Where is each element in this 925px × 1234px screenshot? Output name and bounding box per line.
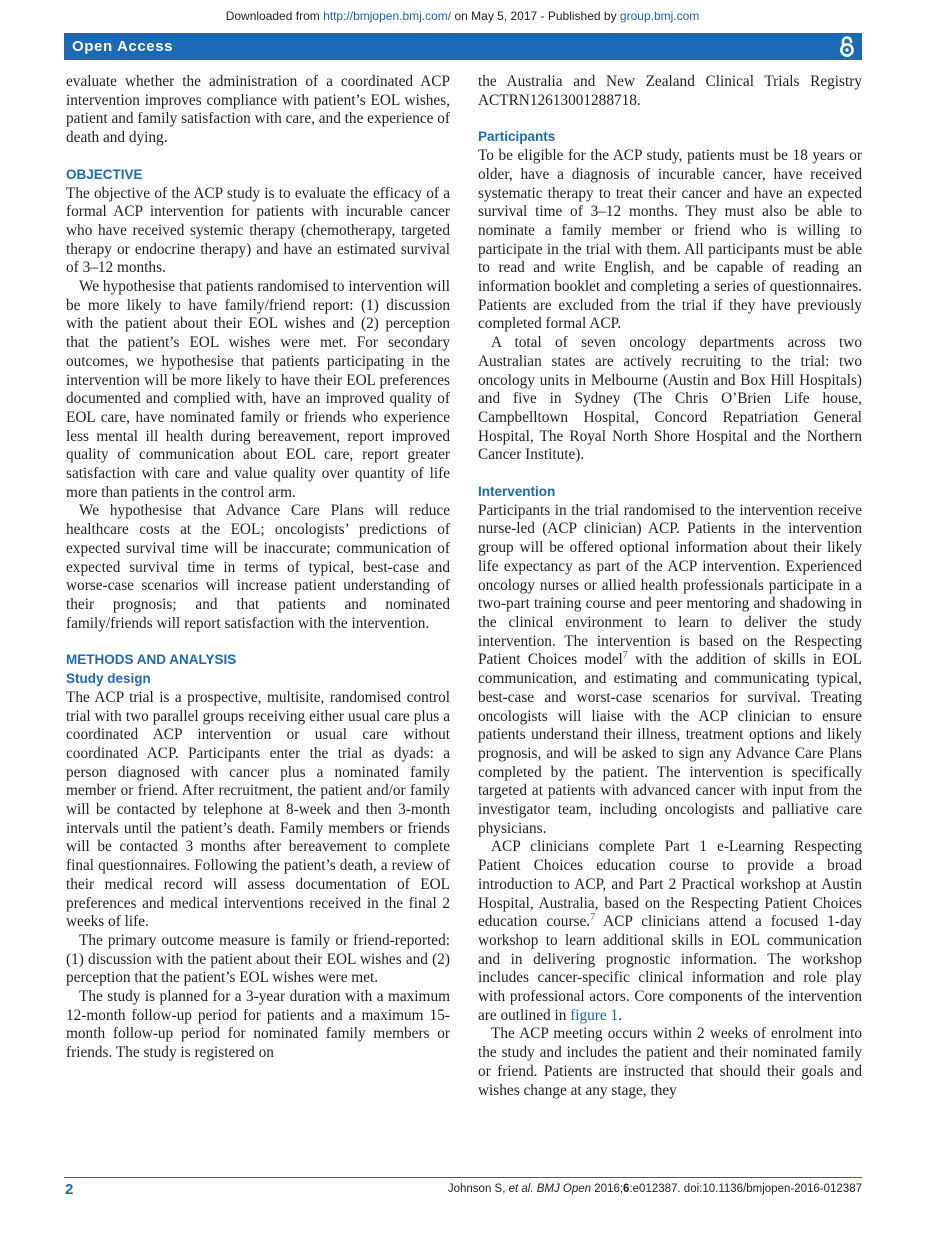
intro-paragraph: evaluate whether the administration of a coordinated ACP intervention improves compliance with patient’s EOL wishes, patient and family satisfaction with care, and the experience of death and dying. — [66, 73, 450, 147]
intervention-heading: Intervention — [478, 484, 556, 500]
hypothesis-paragraph-1: We hypothesise that patients randomised to intervention will be more likely to have family/friend report: (1) discussion with the patient about their EOL wishes and (2) perception that the patient’s EOL wishes were met. For secondary outcomes, we hypothesise that patients participating in the intervention will be more likely to have their EOL preferences documented and complied with, have an improved quality of EOL care, have nominated family or friends who experience less mental ill health during bereavement, report improved quality of communication about EOL care, report greater satisfaction with care and value quality over quantity of life more than patients in the control arm. — [66, 278, 450, 501]
download-notice — [0, 9, 925, 23]
primary-outcome-paragraph: The primary outcome measure is family or friend-reported: (1) discussion with the patient about their EOL wishes and (2) perception that the patient’s EOL wishes were met. — [66, 931, 450, 987]
training-text-b: ACP clinicians attend a focused 1-day workshop to learn additional skills in EOL communication and in delivering prognostic information. The workshop includes cancer-specific clinical information and role play with professional actors. Core components of the intervention are outlined in — [478, 913, 862, 1024]
cite-authors: Johnson S, — [447, 1183, 509, 1195]
duration-paragraph: The study is planned for a 3-year duration with a maximum 12-month follow-up period for patients and a maximum 15-month follow-up period for nominated family members or friends. The study is registered on — [66, 988, 450, 1062]
footer-divider — [64, 1177, 862, 1178]
banner-title: Open Access — [72, 38, 174, 55]
cite-journal: BMJ Open — [533, 1183, 592, 1195]
intervention-text-a: Participants in the trial randomised to the intervention receive nurse-led (ACP clinician) ACP. Patients in the intervention group will be offered optional information about their likely life expectancy as part of the ACP intervention. Experienced oncology nurses or allied health professionals participate in a two-part training course and peer mentoring and shadowing in the clinical environment to learn to deliver the study intervention. The intervention is based on the Respecting Patient Choices model — [478, 501, 862, 669]
participants-heading: Participants — [478, 129, 556, 145]
registry-paragraph: the Australia and New Zealand Clinical Trials Registry ACTRN12613001288718. — [478, 73, 862, 109]
open-access-banner — [64, 33, 862, 60]
footer-citation — [448, 1183, 862, 1195]
reference-7-link[interactable]: 7 — [622, 650, 628, 662]
training-text-c: . — [618, 1006, 623, 1024]
study-design-paragraph: The ACP trial is a prospective, multisite, randomised control trial with two parallel groups receiving either usual care plus a coordinated ACP intervention or usual care without coordinated ACP. Participants enter the trial as dyads: a person diagnosed with cancer plus a nominated family member or friend. After recruitment, the patient and/or family will be contacted by telephone at 8-week and then 3-month intervals until the patient’s death. Family members or friends will be contacted 3 months after bereavement to complete final questionnaires. Following the patient’s death, a review of their medical record will assess documentation of EOL preferences and medical interventions received in the final 2 weeks of life. — [66, 688, 450, 931]
training-paragraph — [478, 838, 862, 1025]
objective-heading: OBJECTIVE — [66, 166, 143, 182]
study-design-heading: Study design — [66, 671, 151, 687]
cite-volume: 6 — [623, 1183, 630, 1195]
publisher-link[interactable]: group.bmj.com — [619, 9, 700, 23]
intervention-paragraph — [478, 502, 862, 839]
right-column — [478, 73, 862, 1100]
objective-paragraph: The objective of the ACP study is to evaluate the efficacy of a formal ACP intervention for patients with incurable cancer who have received systemic therapy (chemotherapy, targeted therapy or endocrine therapy) and have an estimated survival of 3–12 months. — [66, 184, 450, 277]
figure-1-link[interactable]: figure 1 — [570, 1006, 619, 1024]
bmjopen-link[interactable]: http://bmjopen.bmj.com/ — [323, 9, 452, 23]
intervention-text-b: with the addition of skills in EOL communication, and estimating and communicating typical, best-case and worst-case scenarios for survival. Treating oncologists will liaise with the ACP clinician to ensure patients understand their illness, treatment options and likely prognosis, and will be asked to sign any Advance Care Plans completed by the patient. The intervention is specifically targeted at patients with advanced cancer with input from the investigator team, including oncologists and palliative care physicians. — [478, 651, 862, 837]
reference-7-link[interactable]: 7 — [590, 912, 596, 924]
download-prefix: Downloaded from — [225, 9, 324, 23]
training-text-a: ACP clinicians complete Part 1 e-Learning Respecting Patient Choices education course to provide a broad introduction to ACP, and Part 2 Practical workshop at Austin Hospital, Australia, based on the Respecting Patient Choices education course. — [478, 838, 862, 931]
cite-etal: et al. — [508, 1183, 534, 1195]
participants-paragraph: To be eligible for the ACP study, patients must be 18 years or older, have a diagnosis of incurable cancer, have received systematic therapy to treat their cancer and have an expected survival time of 3–12 months. They must also be able to nominate a family member or friend who is willing to participate in the trial with them. All participants must be able to read and write English, and be capable of reading an information booklet and completing a series of questionnaires. Patients are excluded from the trial if they have previously completed formal ACP. — [478, 147, 862, 333]
sites-paragraph: A total of seven oncology departments across two Australian states are actively recruiting to the trial: two oncology units in Melbourne (Austin and Box Hill Hospitals) and five in Sydney (The Chris O’Brien Life house, Campbelltown Hospital, Concord Repatriation General Hospital, The Royal North Shore Hospital and the Northern Cancer Institute). — [478, 334, 862, 464]
page-number: 2 — [65, 1181, 74, 1198]
left-column — [66, 73, 450, 1063]
download-middle: on May 5, 2017 - Published by — [451, 9, 620, 23]
open-access-lock-icon — [838, 36, 856, 57]
hypothesis-paragraph-2: We hypothesise that Advance Care Plans will reduce healthcare costs at the EOL; oncologists’ predictions of expected survival time will be inaccurate; communication of expected survival time in terms of typical, best-case and worse-case scenarios will increase patient understanding of their prognosis; and that patients and nominated family/friends will report satisfaction with the intervention. — [66, 502, 450, 632]
methods-heading: METHODS AND ANALYSIS — [66, 652, 237, 668]
cite-year: 2016; — [591, 1183, 624, 1195]
cite-doi: :e012387. doi:10.1136/bmjopen-2016-012387 — [629, 1183, 862, 1195]
meeting-paragraph: The ACP meeting occurs within 2 weeks of enrolment into the study and includes the patient and their nominated family or friend. Patients are instructed that should their goals and wishes change at any stage, they — [478, 1025, 862, 1099]
